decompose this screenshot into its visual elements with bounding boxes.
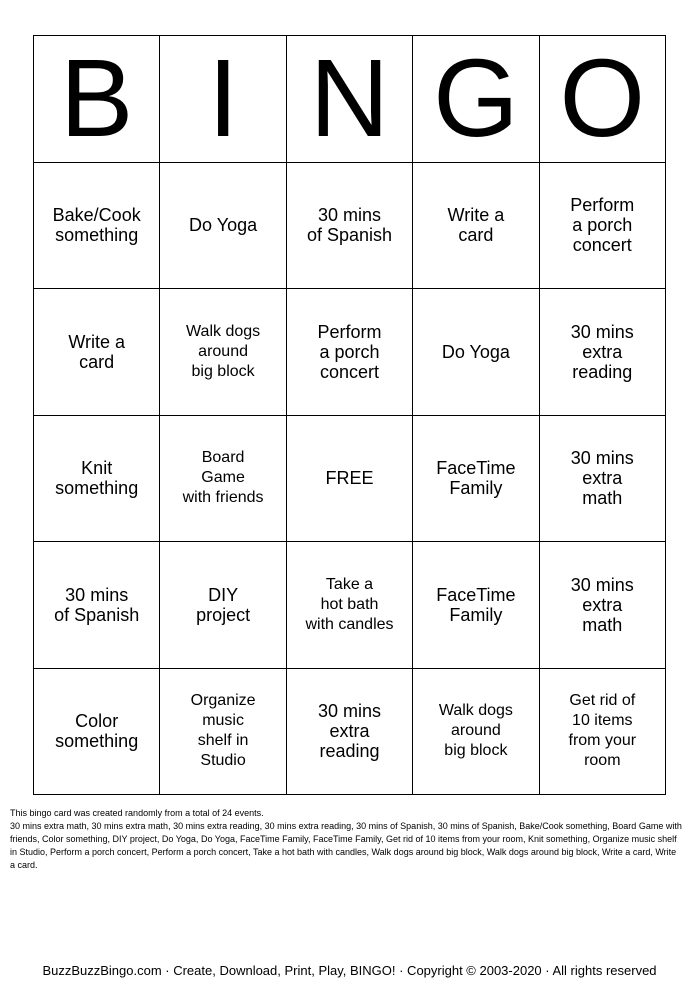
- bingo-cell: [34, 289, 160, 416]
- bingo-cell: [413, 416, 539, 543]
- bingo-cell: [160, 163, 286, 290]
- bingo-cell-text: Write a card: [447, 205, 505, 246]
- bingo-cell: [34, 416, 160, 543]
- bingo-cell: [160, 416, 286, 543]
- bingo-cell: [540, 163, 666, 290]
- bingo-cell-text: Knit something: [55, 458, 139, 499]
- bingo-cell: [160, 289, 286, 416]
- copyright-footer: BuzzBuzzBingo.com · Create, Download, Print, Play, BINGO! · Copyright © 2003-2020 · All rights reserved: [42, 963, 657, 978]
- bingo-cell-text: FaceTime Family: [436, 458, 516, 499]
- bingo-cell-text: Bake/Cook something: [52, 205, 141, 246]
- bingo-cell-text: Board Game with friends: [182, 449, 264, 507]
- bingo-cell: [540, 416, 666, 543]
- bingo-cell-text: 30 mins extra reading: [317, 701, 381, 762]
- bingo-cell: [160, 542, 286, 669]
- bingo-cell: [413, 163, 539, 290]
- bingo-cell: [287, 163, 413, 290]
- bingo-cell-text: Color something: [55, 711, 139, 752]
- bingo-cell-text: 30 mins extra math: [570, 574, 634, 635]
- bingo-cell: [287, 289, 413, 416]
- bingo-cell-text: Perform a porch concert: [570, 195, 635, 256]
- bingo-cell: [413, 542, 539, 669]
- bingo-cell: [34, 542, 160, 669]
- bingo-cell: [413, 669, 539, 796]
- bingo-cell: [540, 542, 666, 669]
- header-letter-b: B: [34, 36, 160, 163]
- bingo-cell-text: 30 mins extra math: [570, 448, 634, 509]
- bingo-cell: [413, 289, 539, 416]
- bingo-cell: [160, 669, 286, 796]
- footnote-event-list: 30 mins extra math, 30 mins extra math, 30 mins extra reading, 30 mins extra reading, 30 mins of Spanish, 30 mins of Spanish, Bake/Cook something, Board Game with friends, Color something, DIY project, Do Yoga, Do Yoga, FaceTime Family, FaceTime Family, Get rid of 10 items from your room, Knit something, Organize music shelf in Studio, Perform a porch concert, Perform a porch concert, Take a hot bath with candles, Walk dogs around big block, Walk dogs around big block, Write a card, Write a card.: [10, 821, 682, 870]
- bingo-cell: [287, 542, 413, 669]
- bingo-cell-text: Perform a porch concert: [317, 321, 382, 382]
- bingo-cell: [34, 669, 160, 796]
- bingo-cell-text: 30 mins of Spanish: [54, 584, 140, 625]
- bingo-cell: [540, 669, 666, 796]
- bingo-cell: [34, 163, 160, 290]
- event-footnote: [10, 807, 682, 872]
- bingo-cell-text: FaceTime Family: [436, 584, 516, 625]
- bingo-cell-text: Walk dogs around big block: [438, 702, 513, 760]
- bingo-cell-text: Do Yoga: [189, 215, 258, 236]
- header-letter-o: O: [540, 36, 666, 163]
- bingo-cell: [540, 289, 666, 416]
- free-space-text: FREE: [325, 468, 374, 489]
- bingo-cell-text: Get rid of 10 items from your room: [568, 692, 637, 770]
- bingo-cell-text: 30 mins of Spanish: [306, 205, 393, 246]
- bingo-cell: [287, 669, 413, 796]
- bingo-cell-text: Write a card: [68, 331, 126, 372]
- free-space-cell: [287, 416, 413, 543]
- header-letter-g: G: [413, 36, 539, 163]
- header-letter-n: N: [287, 36, 413, 163]
- footnote-summary: This bingo card was created randomly from a total of 24 events.: [10, 808, 264, 818]
- bingo-cell-text: Take a hot bath with candles: [305, 575, 394, 633]
- bingo-cell-text: Do Yoga: [441, 341, 510, 362]
- bingo-cell-text: Walk dogs around big block: [186, 322, 261, 380]
- bingo-cell-text: DIY project: [196, 584, 251, 625]
- bingo-cell-text: 30 mins extra reading: [570, 321, 634, 382]
- header-letter-i: I: [160, 36, 286, 163]
- bingo-cell-text: Organize music shelf in Studio: [190, 692, 256, 770]
- bingo-card: [33, 35, 666, 795]
